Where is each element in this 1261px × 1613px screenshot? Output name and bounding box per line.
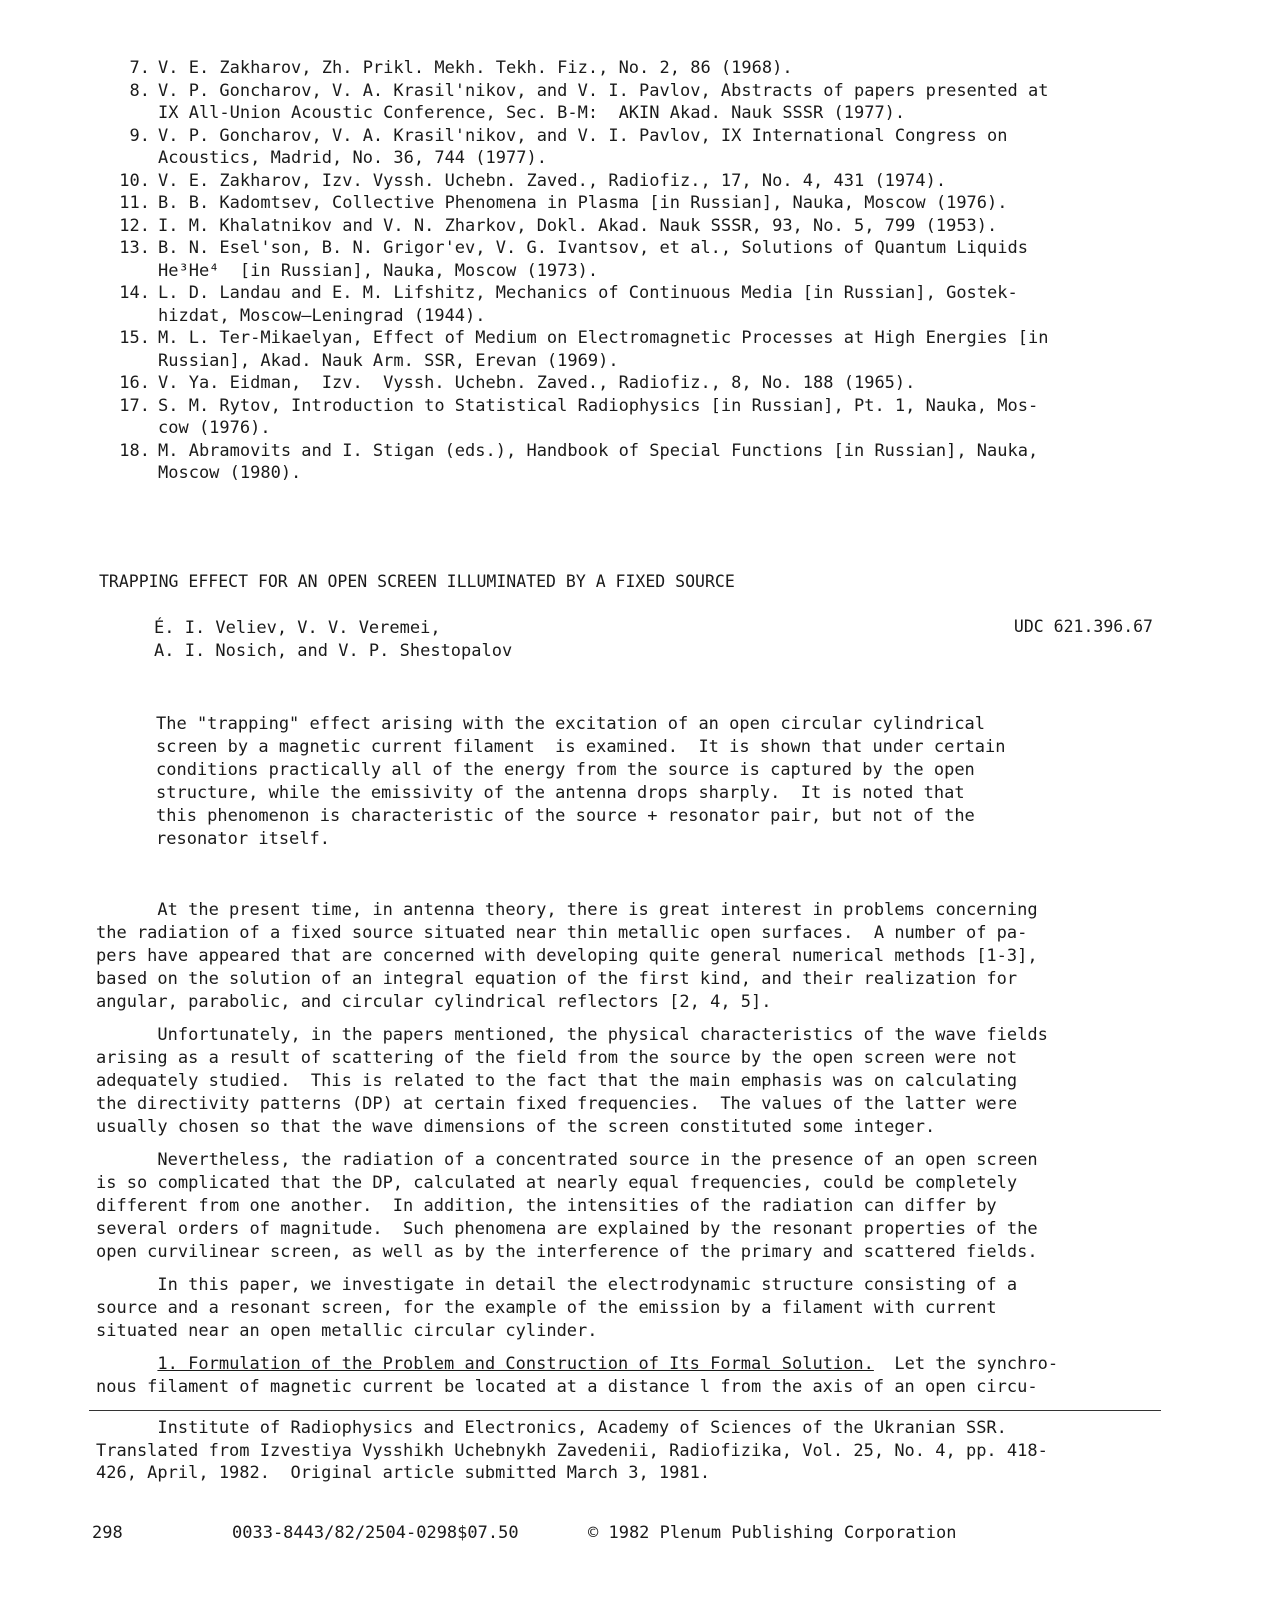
reference-line: B. N. Esel'son, B. N. Grigor'ev, V. G. Ivantsov, et al., Solutions of Quantum Liquids: [158, 238, 1028, 258]
article-code: 0033-8443/82/2504-0298$07.50: [232, 1523, 519, 1543]
reference-item: [98, 125, 1138, 170]
section-heading: 1. Formulation of the Problem and Construction of Its Formal Solution.: [157, 1354, 874, 1374]
reference-number: 14.: [119, 283, 150, 303]
body-line: based on the solution of an integral equation of the first kind, and their realization for: [96, 969, 1018, 989]
reference-text: [154, 80, 1138, 125]
reference-text: [154, 282, 1138, 327]
reference-line: L. D. Landau and E. M. Lifshitz, Mechanics of Continuous Media [in Russian], Gostek-: [158, 283, 1018, 303]
body-line: usually chosen so that the wave dimensions of the screen constituted some integer.: [96, 1117, 936, 1137]
paragraph: [96, 1274, 1156, 1343]
reference-number: 10.: [119, 170, 150, 191]
reference-line: Acoustics, Madrid, No. 36, 744 (1977).: [158, 148, 547, 168]
body-line: Nevertheless, the radiation of a concentrated source in the presence of an open screen: [96, 1150, 1038, 1170]
reference-text: [154, 170, 1138, 193]
reference-list: [98, 57, 1138, 485]
abstract-line: resonator itself.: [156, 829, 330, 849]
footnote: [96, 1417, 1048, 1485]
reference-line: V. P. Goncharov, V. A. Krasil'nikov, and V. I. Pavlov, Abstracts of papers presented at: [158, 80, 1049, 101]
reference-line: V. E. Zakharov, Zh. Prikl. Mekh. Tekh. Fiz., No. 2, 86 (1968).: [158, 58, 793, 78]
copyright: © 1982 Plenum Publishing Corporation: [588, 1523, 957, 1543]
body-line: is so complicated that the DP, calculated at nearly equal frequencies, could be completely: [96, 1173, 1018, 1193]
author-line: É. I. Veliev, V. V. Veremei,: [154, 618, 441, 638]
reference-number: 18.: [119, 440, 150, 461]
reference-line: Russian], Akad. Nauk Arm. SSR, Erevan (1969).: [158, 350, 619, 371]
reference-text: [154, 57, 1138, 80]
reference-item: [98, 57, 1138, 80]
body-line: different from one another. In addition, the intensities of the radiation can differ by: [96, 1196, 997, 1216]
reference-item: [98, 372, 1138, 395]
body-line: situated near an open metallic circular cylinder.: [96, 1321, 598, 1341]
body-line: [96, 1353, 1156, 1376]
paragraph: [96, 1024, 1156, 1139]
reference-item: [98, 327, 1138, 372]
page-number: 298: [92, 1523, 123, 1543]
reference-item: [98, 395, 1138, 440]
section-paragraph: [96, 1353, 1156, 1399]
reference-line: V. P. Goncharov, V. A. Krasil'nikov, and V. I. Pavlov, IX International Congress on: [158, 125, 1008, 146]
reference-text: [154, 395, 1138, 440]
reference-number: 8.: [129, 80, 150, 101]
body-line: several orders of magnitude. Such phenomena are explained by the resonant properties of the: [96, 1219, 1038, 1239]
reference-text: [154, 237, 1138, 282]
abstract: [156, 713, 1006, 851]
reference-item: [98, 170, 1138, 193]
abstract-line: this phenomenon is characteristic of the source + resonator pair, but not of the: [156, 806, 975, 826]
reference-line: S. M. Rytov, Introduction to Statistical Radiophysics [in Russian], Pt. 1, Nauka, Mos-: [158, 395, 1039, 416]
reference-text: [154, 327, 1138, 372]
reference-item: [98, 215, 1138, 238]
reference-number: 9.: [129, 125, 150, 146]
body-line: nous filament of magnetic current be located at a distance l from the axis of an open circu-: [96, 1377, 1038, 1397]
section-text: Let the synchro-: [873, 1354, 1059, 1374]
reference-item: [98, 282, 1138, 327]
abstract-line: screen by a magnetic current filament is examined. It is shown that under certain: [156, 737, 1006, 757]
reference-number: 16.: [119, 373, 150, 393]
reference-number: 7.: [129, 58, 150, 78]
footnote-rule: [89, 1410, 1161, 1411]
reference-number: 15.: [119, 328, 150, 348]
udc-code: UDC 621.396.67: [1013, 617, 1153, 636]
abstract-line: The "trapping" effect arising with the excitation of an open circular cylindrical: [156, 714, 986, 734]
author-list: [154, 617, 512, 663]
abstract-line: conditions practically all of the energy from the source is captured by the open: [156, 760, 975, 780]
reference-line: V. E. Zakharov, Izv. Vyssh. Uchebn. Zaved., Radiofiz., 17, No. 4, 431 (1974).: [158, 170, 947, 191]
reference-text: [154, 125, 1138, 170]
body-line: In this paper, we investigate in detail the electrodynamic structure consisting of a: [96, 1275, 1018, 1295]
reference-item: [98, 192, 1138, 215]
reference-text: [154, 192, 1138, 215]
body-line: At the present time, in antenna theory, there is great interest in problems concerning: [96, 900, 1038, 920]
reference-line: Moscow (1980).: [158, 463, 302, 483]
reference-number: 11.: [119, 193, 150, 213]
reference-number: 17.: [119, 395, 150, 416]
body-line: the directivity patterns (DP) at certain fixed frequencies. The values of the latter were: [96, 1094, 1018, 1114]
body-line: Unfortunately, in the papers mentioned, the physical characteristics of the wave fields: [96, 1025, 1048, 1045]
body-line: adequately studied. This is related to the fact that the main emphasis was on calculating: [96, 1071, 1018, 1091]
reference-line: I. M. Khalatnikov and V. N. Zharkov, Dokl. Akad. Nauk SSSR, 93, No. 5, 799 (1953).: [158, 215, 998, 236]
footnote-line: Translated from Izvestiya Vysshikh Uchebnykh Zavedenii, Radiofizika, Vol. 25, No. 4, pp. 418-: [96, 1440, 1048, 1461]
reference-number: 12.: [119, 215, 150, 236]
reference-line: M. L. Ter-Mikaelyan, Effect of Medium on Electromagnetic Processes at High Energies [in: [158, 328, 1049, 348]
reference-number: 13.: [119, 238, 150, 258]
body-line: the radiation of a fixed source situated near thin metallic open surfaces. A number of pa-: [96, 923, 1028, 943]
reference-item: [98, 237, 1138, 282]
body-line: source and a resonant screen, for the example of the emission by a filament with current: [96, 1298, 997, 1318]
footnote-line: 426, April, 1982. Original article submitted March 3, 1981.: [96, 1463, 711, 1483]
reference-item: [98, 440, 1138, 485]
reference-line: V. Ya. Eidman, Izv. Vyssh. Uchebn. Zaved., Radiofiz., 8, No. 188 (1965).: [158, 373, 916, 393]
reference-item: [98, 80, 1138, 125]
body-line: angular, parabolic, and circular cylindrical reflectors [2, 4, 5].: [96, 992, 772, 1012]
reference-text: [154, 215, 1138, 238]
reference-line: He³He⁴ [in Russian], Nauka, Moscow (1973).: [158, 260, 599, 281]
reference-line: hizdat, Moscow—Leningrad (1944).: [158, 305, 486, 326]
article-title: TRAPPING EFFECT FOR AN OPEN SCREEN ILLUMINATED BY A FIXED SOURCE: [99, 572, 735, 591]
reference-line: IX All-Union Acoustic Conference, Sec. B-M: AKIN Akad. Nauk SSSR (1977).: [158, 103, 906, 123]
reference-line: B. B. Kadomtsev, Collective Phenomena in Plasma [in Russian], Nauka, Moscow (1976).: [158, 193, 1008, 213]
body-line: pers have appeared that are concerned with developing quite general numerical methods [1-3],: [96, 946, 1038, 966]
reference-text: [154, 440, 1138, 485]
reference-text: [154, 372, 1138, 395]
reference-line: M. Abramovits and I. Stigan (eds.), Handbook of Special Functions [in Russian], Nauka,: [158, 440, 1039, 461]
body-line: arising as a result of scattering of the field from the source by the open screen were not: [96, 1048, 1018, 1068]
article-body: [96, 899, 1156, 1409]
body-line: open curvilinear screen, as well as by the interference of the primary and scattered fields.: [96, 1242, 1038, 1262]
footnote-line: Institute of Radiophysics and Electronics, Academy of Sciences of the Ukranian SSR.: [96, 1418, 1007, 1438]
paragraph: [96, 899, 1156, 1014]
abstract-line: structure, while the emissivity of the antenna drops sharply. It is noted that: [156, 783, 965, 803]
reference-line: cow (1976).: [158, 418, 271, 438]
author-line: A. I. Nosich, and V. P. Shestopalov: [154, 641, 513, 661]
paragraph: [96, 1149, 1156, 1264]
